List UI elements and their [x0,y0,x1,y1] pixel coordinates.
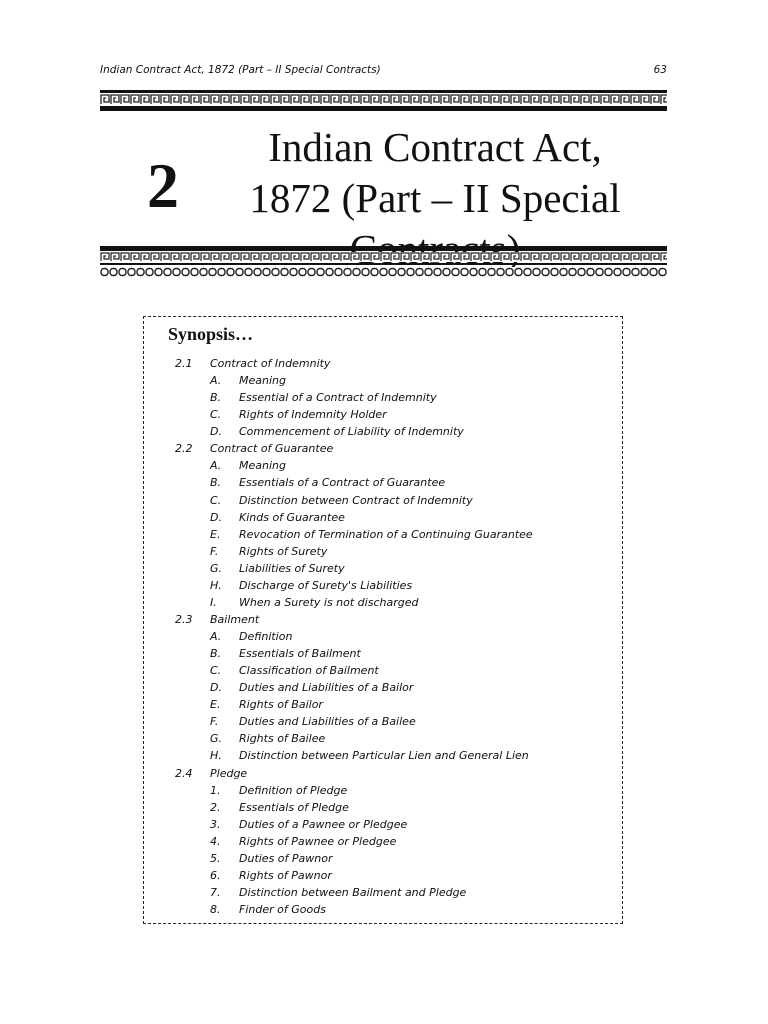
item-marker: B. [210,391,222,405]
item-marker: F. [210,544,219,558]
item-title: Meaning [239,459,286,473]
border-rule [100,246,667,251]
item-title: Duties and Liabilities of a Bailee [239,715,416,729]
item-marker: G. [210,561,223,575]
section-title: Contract of Guarantee [210,442,334,456]
border-rule [100,90,667,93]
item-marker: 4. [210,834,221,848]
synopsis-item [0,782,768,799]
synopsis-item [0,730,768,747]
synopsis-item [0,747,768,764]
bottom-ornamental-border [100,246,667,278]
synopsis-item [0,833,768,850]
chapter-number: 2 [147,150,179,221]
item-marker: H. [210,578,222,592]
item-marker: D. [210,510,222,524]
item-title: Distinction between Bailment and Pledge [239,885,467,899]
item-title: Meaning [239,374,286,388]
synopsis-item [0,526,768,543]
section-title: Bailment [210,612,260,626]
section-number: 2.3 [175,612,193,626]
item-marker: 1. [210,783,221,797]
item-marker: B. [210,476,222,490]
synopsis-section [0,440,768,457]
item-title: When a Surety is not discharged [239,595,419,609]
item-marker: 3. [210,817,221,831]
item-title: Liabilities of Surety [239,561,345,575]
item-marker: E. [210,527,221,541]
item-marker: H. [210,749,222,763]
chapter-title-frame [225,122,645,247]
synopsis-item [0,560,768,577]
synopsis-item [0,679,768,696]
synopsis-item [0,423,768,440]
synopsis-item [0,509,768,526]
synopsis-item [0,696,768,713]
greek-key-pattern [100,252,667,262]
item-marker: G. [210,732,223,746]
item-marker: 5. [210,851,221,865]
item-marker: 8. [210,903,221,916]
synopsis-item [0,645,768,662]
item-title: Kinds of Guarantee [239,510,345,524]
top-ornamental-border [100,90,667,112]
item-title: Essentials of Bailment [239,647,361,661]
synopsis-item [0,474,768,491]
synopsis-item [0,577,768,594]
item-title: Distinction between Particular Lien and General Lien [239,749,529,763]
item-marker: 6. [210,868,221,882]
item-title: Distinction between Contract of Indemnity [239,493,473,507]
synopsis-item [0,850,768,867]
chapter-title: Indian Contract Act, 1872 (Part – II Special [249,124,621,221]
item-title: Rights of Bailee [239,732,326,746]
item-title: Rights of Indemnity Holder [239,408,387,422]
item-title: Rights of Bailor [239,698,323,712]
synopsis-item [0,662,768,679]
greek-key-pattern [100,94,667,105]
item-marker: I. [210,595,217,609]
synopsis-item [0,799,768,816]
section-title: Contract of Indemnity [210,357,331,370]
synopsis-section [0,765,768,782]
item-title: Essential of a Contract of Indemnity [239,391,437,405]
synopsis-item [0,594,768,611]
border-rule [100,263,667,265]
item-marker: C. [210,408,222,422]
item-title: Duties of Pawnor [239,851,333,865]
item-title: Classification of Bailment [239,664,379,678]
item-title: Duties and Liabilities of a Bailor [239,681,414,695]
synopsis-item [0,901,768,918]
synopsis-list [0,355,768,918]
item-title: Essentials of a Contract of Guarantee [239,476,446,490]
item-marker: D. [210,681,222,695]
item-marker: C. [210,664,222,678]
border-rule [100,106,667,111]
page-number: 63 [653,64,667,76]
item-marker: A. [210,374,222,388]
synopsis-item [0,389,768,406]
ring-chain-pattern [100,267,667,277]
item-marker: A. [210,459,222,473]
synopsis-section [0,355,768,372]
item-marker: C. [210,493,222,507]
synopsis-item [0,884,768,901]
synopsis-item [0,816,768,833]
running-header [100,64,667,80]
item-marker: E. [210,698,221,712]
running-title: Indian Contract Act, 1872 (Part – II Special Contracts) [100,64,381,76]
synopsis-item [0,543,768,560]
synopsis-item [0,372,768,389]
section-title: Pledge [210,766,248,780]
item-title: Revocation of Termination of a Continuing Guarantee [239,527,533,541]
synopsis-heading: Synopsis… [168,324,254,344]
item-title: Duties of a Pawnee or Pledgee [239,817,408,831]
synopsis-item [0,628,768,645]
item-marker: 7. [210,885,221,899]
item-title: Essentials of Pledge [239,800,349,814]
item-title: Definition of Pledge [239,783,348,797]
item-marker: D. [210,425,222,439]
item-marker: F. [210,715,219,729]
section-number: 2.2 [175,442,193,456]
item-title: Rights of Surety [239,544,328,558]
synopsis-item [0,867,768,884]
item-title: Rights of Pawnee or Pledgee [239,834,397,848]
synopsis-section [0,611,768,628]
item-title: Discharge of Surety's Liabilities [239,578,413,592]
synopsis-item [0,713,768,730]
item-marker: A. [210,630,222,643]
item-title: Finder of Goods [239,903,326,916]
synopsis-item [0,492,768,509]
item-title: Rights of Pawnor [239,868,332,882]
item-marker: B. [210,647,222,661]
item-title: Definition [239,630,293,643]
synopsis-item [0,406,768,423]
item-marker: 2. [210,800,221,814]
synopsis-item [0,457,768,474]
section-number: 2.1 [175,357,193,370]
item-title: Commencement of Liability of Indemnity [239,425,464,439]
section-number: 2.4 [175,766,193,780]
